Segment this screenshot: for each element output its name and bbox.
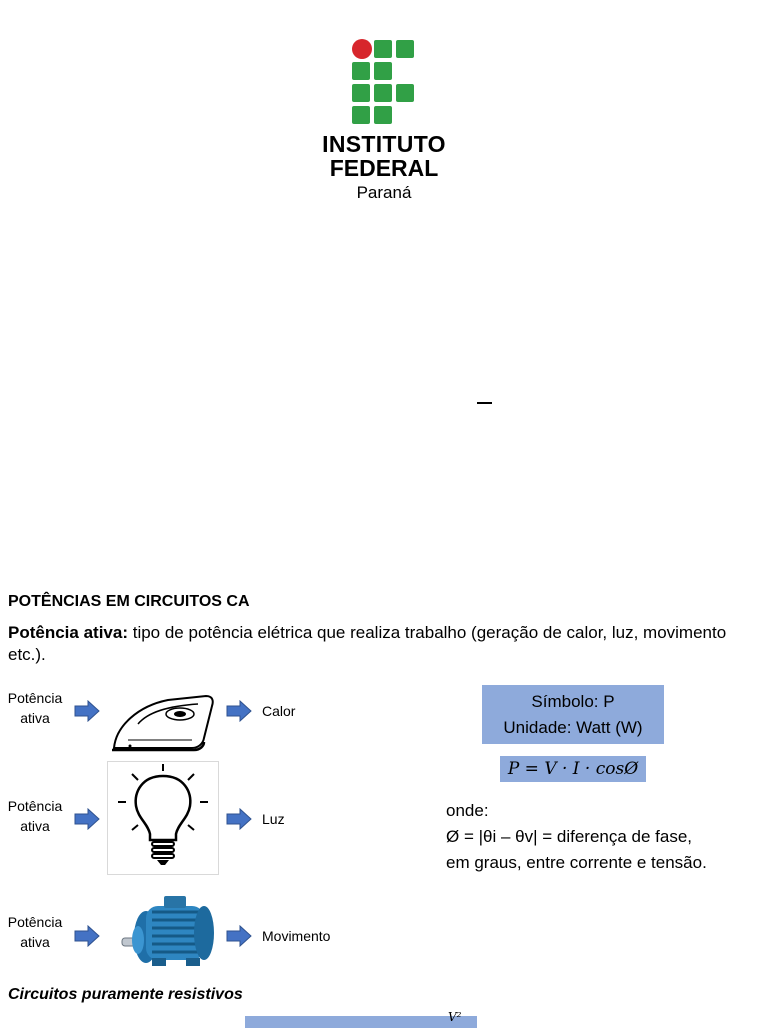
phase-definition-line2: em graus, entre corrente e tensão. [446, 853, 707, 872]
intro-paragraph [8, 622, 748, 666]
resistive-formula-fragment: V² [448, 1010, 462, 1024]
subsection-heading: Circuitos puramente resistivos [8, 986, 243, 1003]
row2-input-label [0, 796, 70, 836]
phase-definition-line1: Ø = |θi – θv| = diferença de fase, [446, 827, 693, 846]
intro-definition: tipo de potência elétrica que realiza trabalho (geração de calor, luz, movimento etc.). [8, 623, 727, 664]
institute-logo-grid [350, 38, 420, 128]
resistive-formula-box [245, 1016, 477, 1028]
symbol-text: Símbolo: P [531, 692, 615, 711]
row1-input-label [0, 688, 70, 728]
lightbulb-icon [107, 761, 219, 875]
row3-input-line1: Potência [7, 914, 63, 930]
section-heading: POTÊNCIAS EM CIRCUITOS CA [8, 593, 250, 610]
logo-line-parana: Paraná [356, 183, 412, 202]
onde-label: onde: [446, 801, 489, 820]
dash-mark [477, 402, 492, 404]
row2-arrow-in-icon [74, 808, 100, 830]
row3-arrow-in-icon [74, 925, 100, 947]
row3-arrow-out-icon [226, 925, 252, 947]
row2-input-line2: ativa [20, 818, 50, 834]
row3-input-label [0, 912, 70, 952]
row1-arrow-in-icon [74, 700, 100, 722]
row3-output-label: Movimento [262, 928, 331, 944]
row1-input-line1: Potência [7, 690, 63, 706]
row2-input-line1: Potência [7, 798, 63, 814]
logo-line-instituto: INSTITUTO [322, 131, 446, 157]
logo-line-federal: FEDERAL [329, 155, 439, 181]
iron-icon [108, 686, 218, 758]
unit-text: Unidade: Watt (W) [503, 718, 643, 737]
power-formula-box: P = V · I · cosØ [500, 756, 646, 782]
row2-output-label: Luz [262, 811, 285, 827]
electric-motor-icon [118, 882, 218, 972]
logo-red-dot [352, 39, 372, 59]
intro-term: Potência ativa: [8, 623, 128, 642]
row3-input-line2: ativa [20, 934, 50, 950]
phase-definition [446, 798, 707, 876]
row1-input-line2: ativa [20, 710, 50, 726]
row1-output-label: Calor [262, 703, 296, 719]
row2-arrow-out-icon [226, 808, 252, 830]
row1-arrow-out-icon [226, 700, 252, 722]
symbol-unit-box [482, 685, 664, 744]
institute-logo-text [300, 133, 468, 201]
